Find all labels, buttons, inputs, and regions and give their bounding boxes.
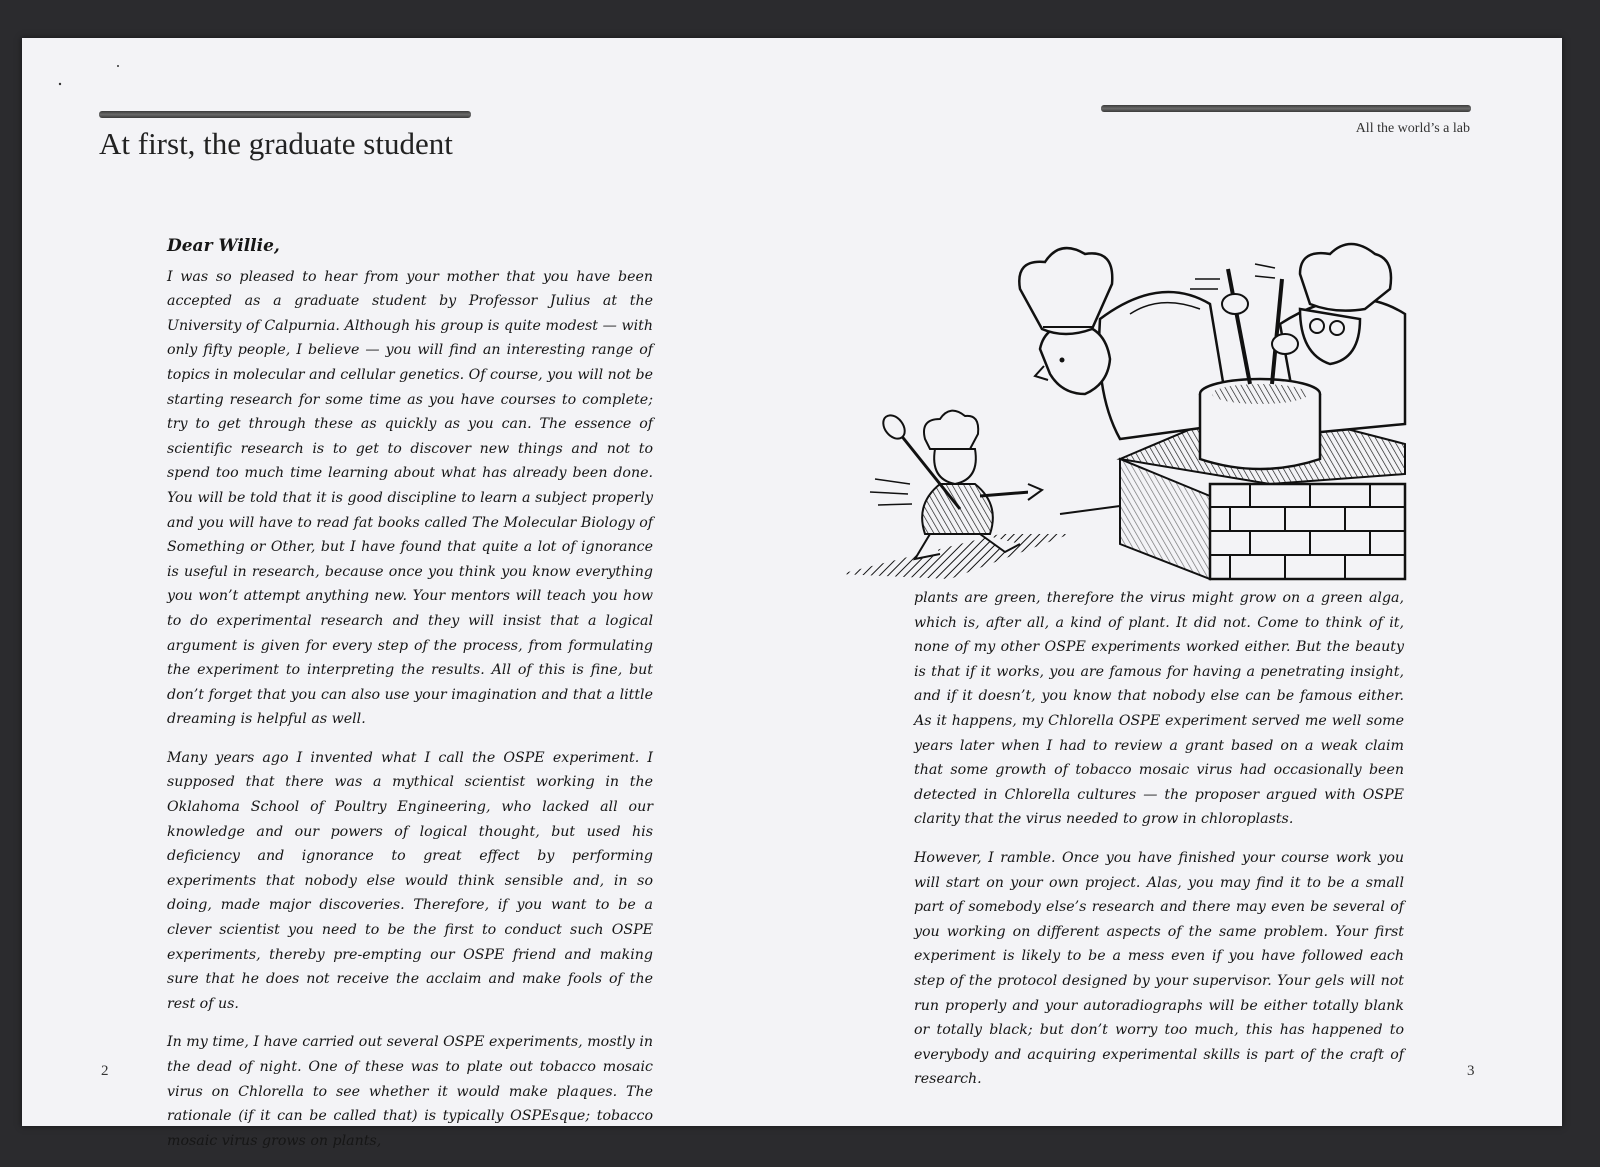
running-head: All the world’s a lab xyxy=(1355,121,1470,136)
dust-specks xyxy=(56,62,146,92)
right-header-rule xyxy=(1101,105,1471,112)
paragraph: Many years ago I invented what I call the OSPE experiment. I supposed that there was a mythical scientist working in the Oklahoma School of Poultry Engineering, who lacked all our knowledge and our powers of logical thought, but used his deficiency and ignorance to great effect by performing experiments that nobody else would think sensible and, in so doing, made major discoveries. Therefore, if you want to be a clever scientist you need to be the first to conduct such OSPE experiments, thereby pre-empting our OSPE friend and making sure that he does not receive the acclaim and make fools of the rest of us. xyxy=(167,749,653,1012)
page-number-left: 2 xyxy=(101,1063,109,1079)
right-page-text xyxy=(914,586,1404,1106)
cooking-chefs-illustration-icon xyxy=(830,234,1410,579)
left-header-rule xyxy=(99,111,471,118)
chapter-title: At first, the graduate student xyxy=(99,126,453,161)
paragraph: In my time, I have carried out several OSPE experiments, mostly in the dead of night. One of these was to plate out tobacco mosaic virus on Chlorella to see whether it would make plaques. The rationale (if it can be called that) is typically OSPEsque; tobacco mosaic virus grows on plants, xyxy=(167,1034,653,1149)
page-number-right: 3 xyxy=(1467,1063,1475,1079)
paragraph: I was so pleased to hear from your mother that you have been accepted as a graduate student by Professor Julius at the University of Calpurnia. Although his group is quite modest — with only fifty people, I believe — you will find an interesting range of topics in molecular and cellular genetics. Of course, you will not be starting research for some time as you have courses to complete; try to get through these as quickly as you can. The essence of scientific research is to get to discover new things and not to spend too much time learning about what has already been done. You will be told that it is good discipline to learn a subject properly and you will have to read fat books called The Molecular Biology of Something or Other, but I have found that quite a lot of ignorance is useful in research, because once you think you know everything you won’t attempt anything new. Your mentors will teach you how to do experimental research and they will insist that a logical argument is given for every step of the process, from formulating the experiment to interpreting the results. All of this is fine, but don’t forget that you can also use your imagination and that a little dreaming is helpful as well. xyxy=(167,268,653,728)
paragraph: plants are green, therefore the virus might grow on a green alga, which is, after all, a kind of plant. It did not. Come to think of it, none of my other OSPE experiments worked either. But the beauty is that if it works, you are famous for having a penetrating insight, and if it doesn’t, you know that nobody else can be famous either. As it happens, my Chlorella OSPE experiment served me well some years later when I had to review a grant based on a weak claim that some growth of tobacco mosaic virus had occasionally been detected in Chlorella cultures — the proposer argued with OSPE clarity that the virus needed to grow in chloroplasts. xyxy=(914,590,1404,828)
chefs-illustration xyxy=(830,234,1410,583)
left-page-text xyxy=(167,234,653,1167)
salutation: Dear Willie, xyxy=(167,236,280,256)
paragraph: However, I ramble. Once you have finished your course work you will start on your own project. Alas, you may find it to be a small part of somebody else’s research and there may even be several of you working on different aspects of the same problem. Your first experiment is likely to be a mess even if you have followed each step of the protocol designed by your supervisor. Your gels will not run properly and your autoradiographs will be either totally blank or totally black; but don’t worry too much, this has happened to everybody and acquiring experimental skills is part of the craft of research. xyxy=(914,849,1404,1088)
book-spread xyxy=(22,38,1562,1149)
